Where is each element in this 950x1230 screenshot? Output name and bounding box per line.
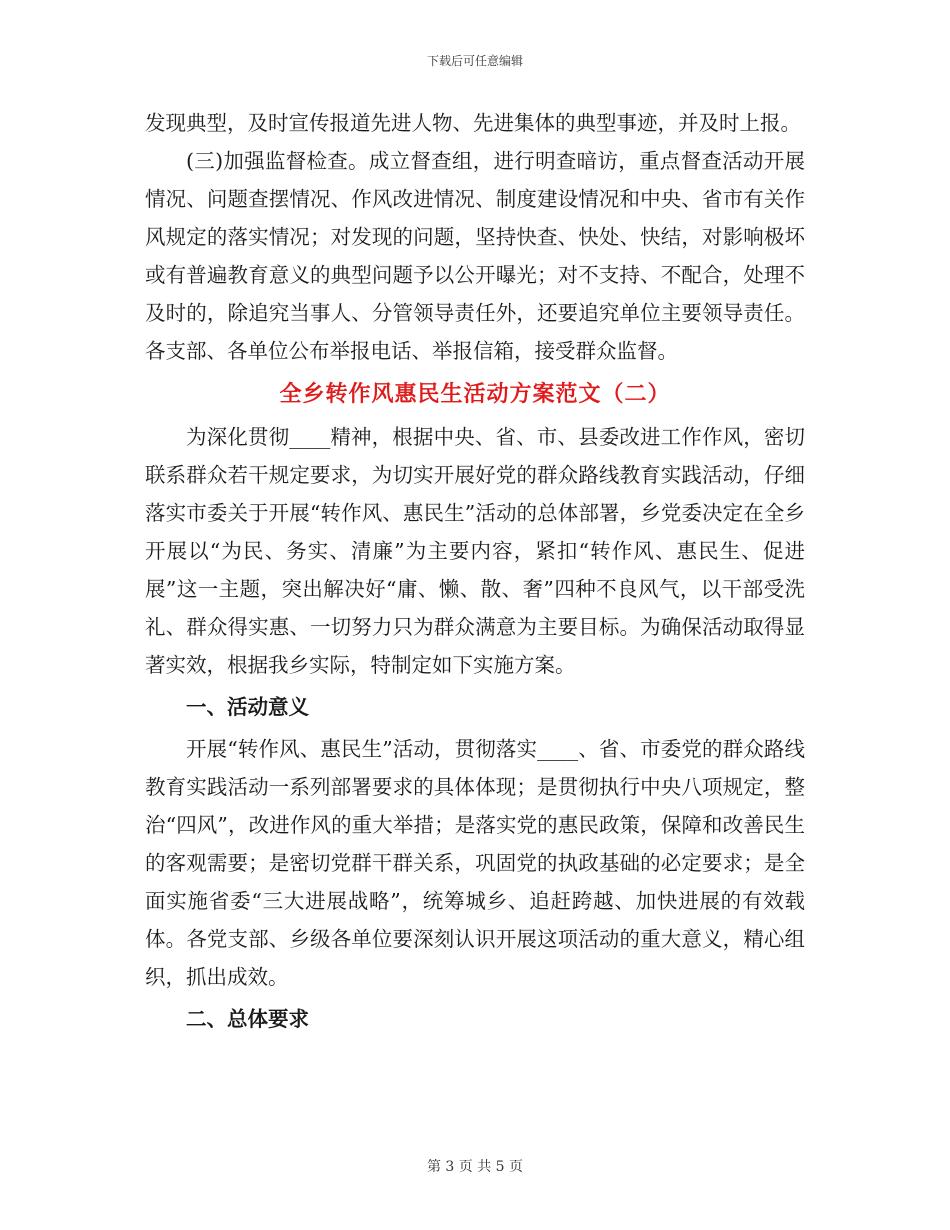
paragraph-significance: 开展“转作风、惠民生”活动，贯彻落实____、省、市委党的群众路线教育实践活动一系列部署要求的具体体现；是贯彻执行中央八项规定，整治“四风”，改进作风的重大举措；是落实党的惠民政策，保障和改善民生的客观需要；是密切党群干群关系，巩固党的执政基础的必定要求；是全面实施省委“三大进展战略”，统筹城乡、追赶跨越、加快进展的有效载体。各党支部、乡级各单位要深刻认识开展这项活动的重大意义，精心组织，抓出成效。 xyxy=(145,737,805,989)
paragraph-supervision: (三)加强监督检查。成立督查组，进行明查暗访，重点督查活动开展情况、问题查摆情况、作风改进情况、制度建设情况和中央、省市有关作风规定的落实情况；对发现的问题，坚持快查、快处、快结，对影响极坏或有普遍教育意义的典型问题予以公开曝光；对不支持、不配合，处理不及时的，除追究当事人、分管领导责任外，还要追究单位主要领导责任。各支部、各单位公布举报电话、举报信箱，接受群众监督。 xyxy=(145,149,805,363)
document-body xyxy=(145,104,805,1042)
heading-overall-requirements: 二、总体要求 xyxy=(186,1007,309,1031)
page-header: 下载后可任意编辑 xyxy=(426,54,523,68)
paragraph-intro: 为深化贯彻____精神，根据中央、省、市、县委改进工作作风，密切联系群众若干规定要求，为切实开展好党的群众路线教育实践活动，仔细落实市委关于开展“转作风、惠民生”活动的总体部署，乡党委决定在全乡开展以“为民、务实、清廉”为主要内容，紧扣“转作风、惠民生、促进展”这一主题，突出解决好“庸、懒、散、奢”四种不良风气，以干部受洗礼、群众得实惠、一切努力只为群众满意为主要目标。为确保活动取得显著实效，根据我乡实际，特制定如下实施方案。 xyxy=(145,425,805,677)
page-footer: 第 3 页 共 5 页 xyxy=(426,1159,524,1175)
paragraph-continued: 发现典型，及时宣传报道先进人物、先进集体的典型事迹，并及时上报。 xyxy=(145,111,801,135)
heading-activity-significance: 一、活动意义 xyxy=(186,695,309,719)
section-title: 全乡转作风惠民生活动方案范文（二） xyxy=(279,381,671,407)
